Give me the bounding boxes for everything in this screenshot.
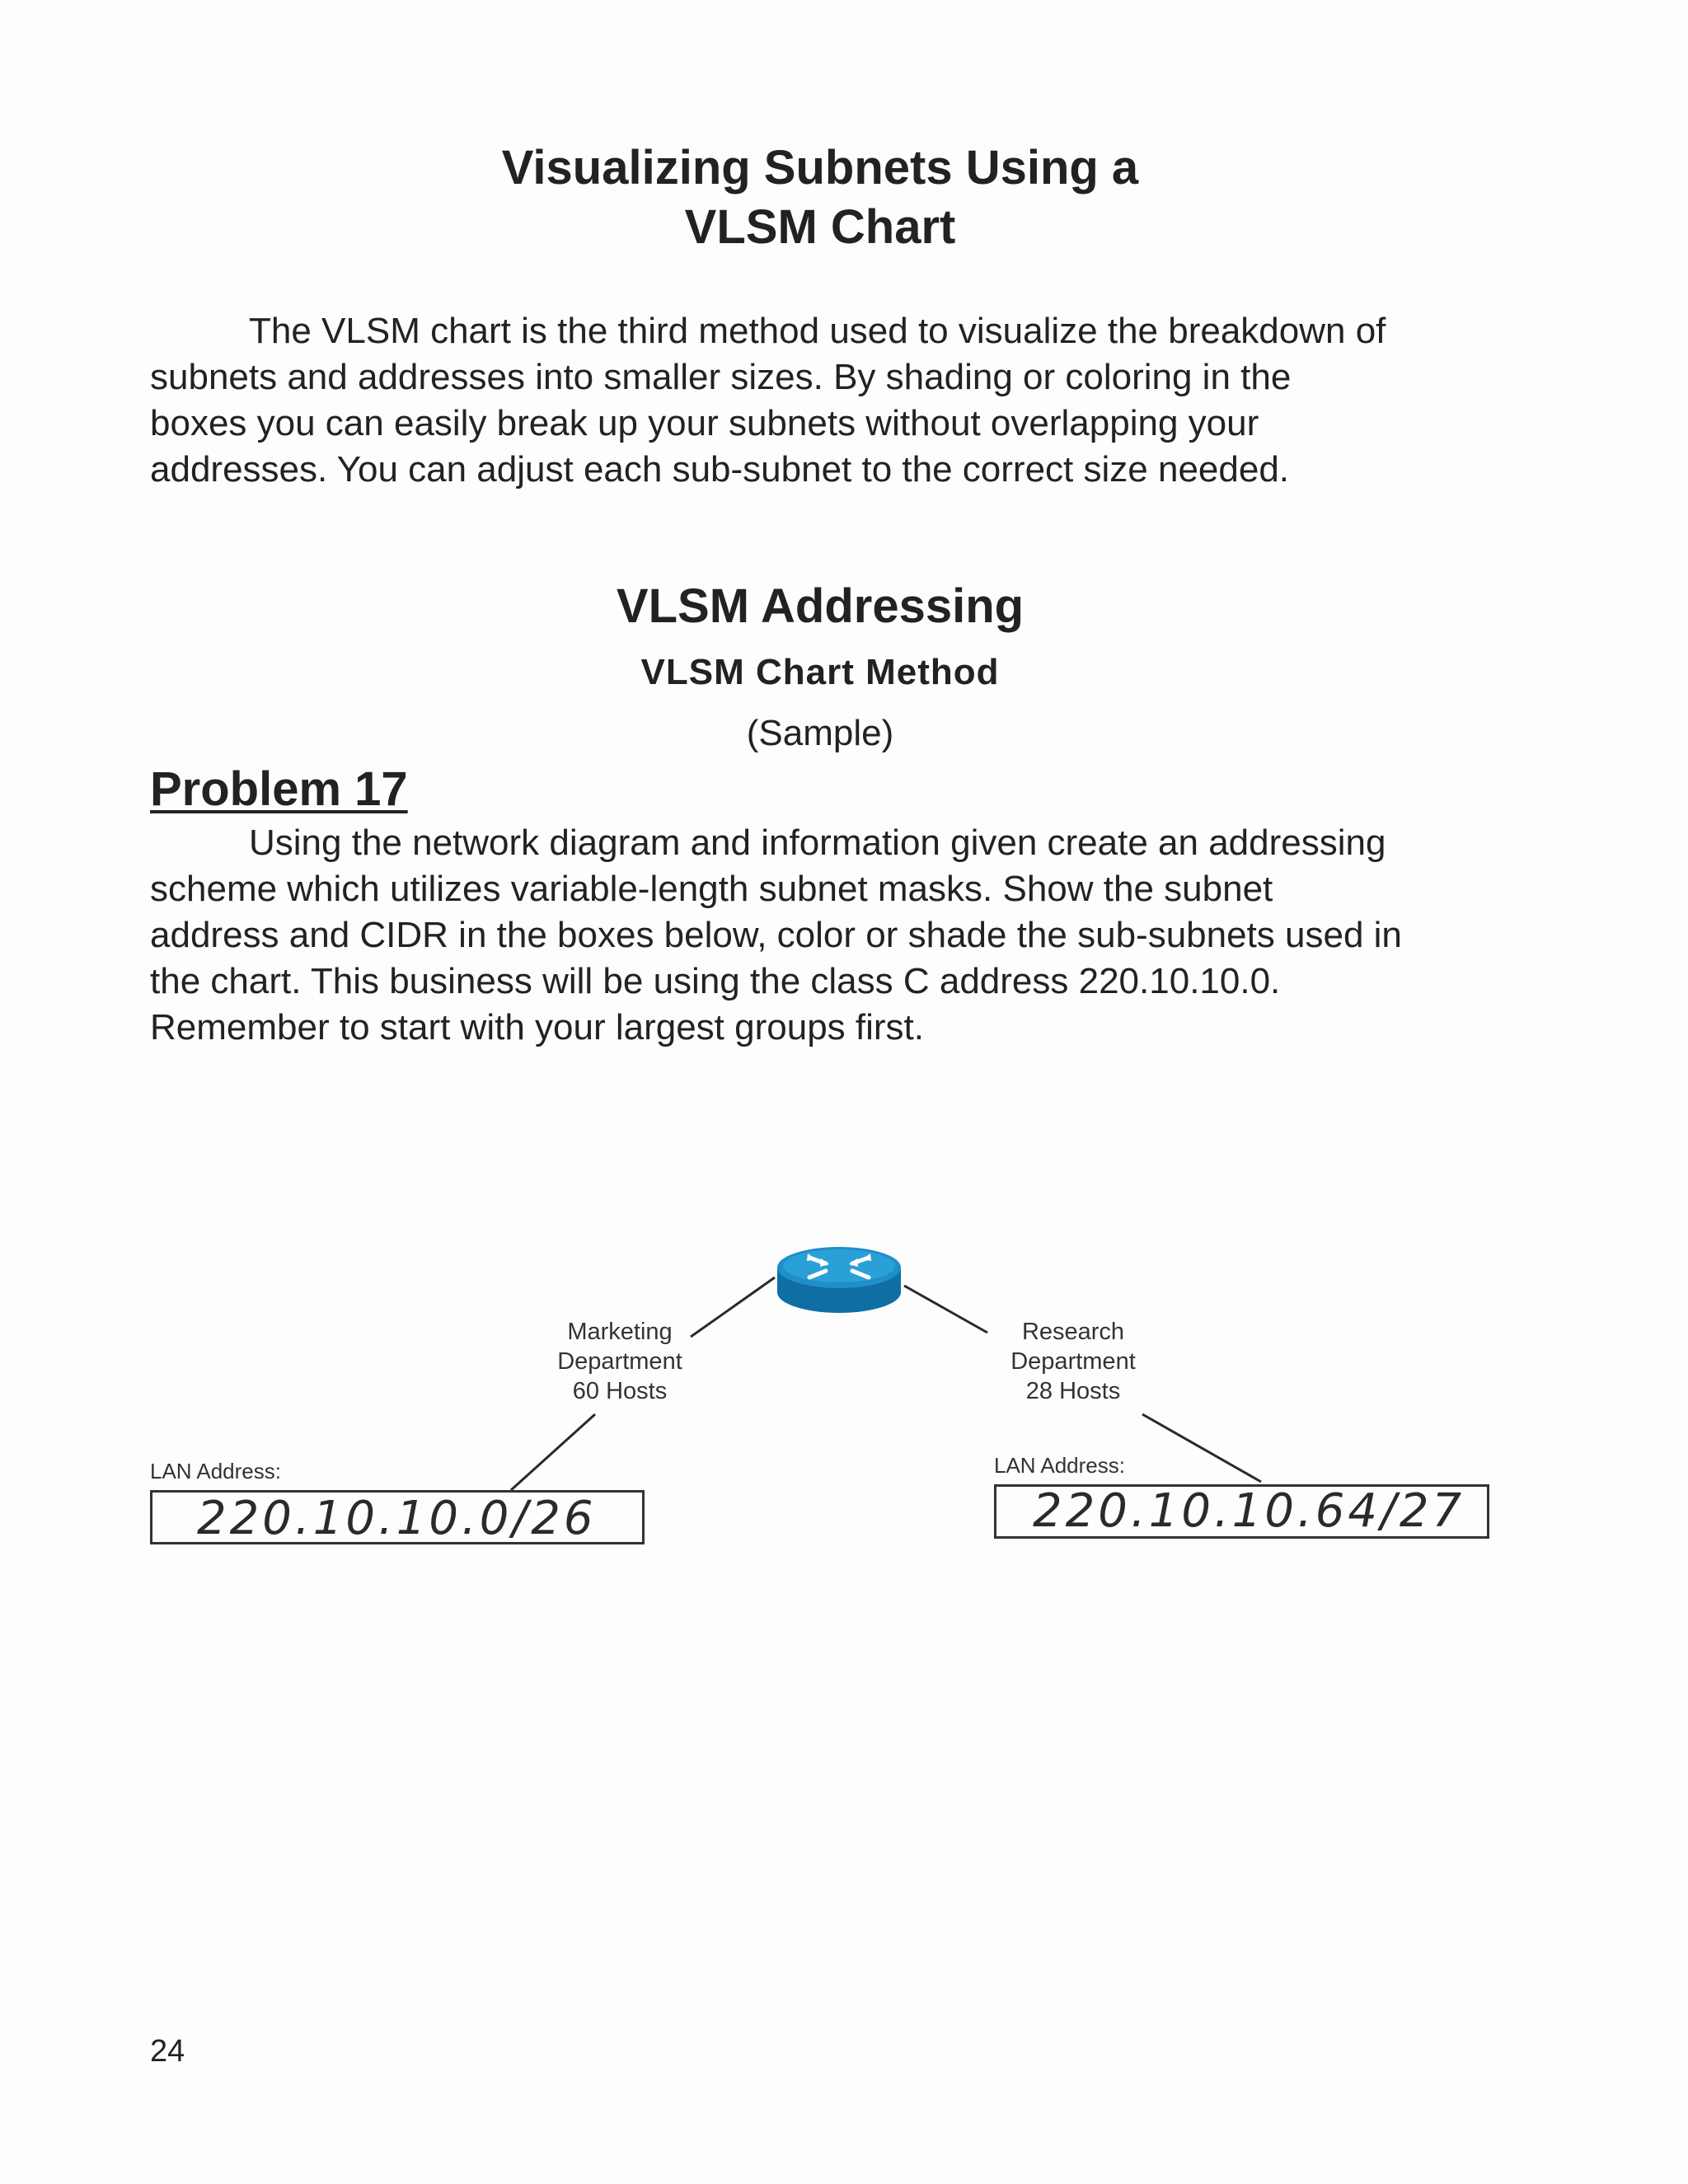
problem-line: Remember to start with your largest groups first. [150,1007,924,1047]
marketing-lan-box[interactable] [150,1490,645,1544]
marketing-to-lan-line [511,1414,595,1490]
marketing-lan-value: 220.10.10.0/26 [197,1492,597,1545]
problem-line: the chart. This business will be using the class C address 220.10.10.0. [150,961,1281,1001]
research-lan-box[interactable] [994,1484,1489,1539]
section-title: VLSM Addressing [616,579,1025,633]
marketing-department-label [496,1317,743,1406]
research-line: Department [1010,1348,1136,1375]
intro-line: addresses. You can adjust each sub-subnet to the correct size needed. [150,449,1290,490]
marketing-line: Marketing [567,1319,673,1345]
page-title-line-2: VLSM Chart [684,200,956,254]
section-note: (Sample) [746,713,894,753]
marketing-hosts: 60 Hosts [572,1378,668,1404]
marketing-lan-label: LAN Address: [150,1459,281,1483]
research-lan-value: 220.10.10.64/27 [1033,1484,1465,1538]
problem-line: address and CIDR in the boxes below, color or shade the sub-subnets used in [150,915,1402,955]
problem-line: Using the network diagram and information given create an addressing [249,823,1386,863]
page-number: 24 [150,2034,185,2069]
intro-line: The VLSM chart is the third method used to visualize the breakdown of [249,311,1386,351]
marketing-line: Department [557,1348,682,1375]
research-line: Research [1021,1319,1125,1345]
research-lan-label: LAN Address: [994,1453,1125,1478]
intro-line: boxes you can easily break up your subnets without overlapping your [150,403,1259,443]
research-hosts: 28 Hosts [1025,1378,1121,1404]
section-subtitle: VLSM Chart Method [640,652,1000,692]
problem-line: scheme which utilizes variable-length subnet masks. Show the subnet [150,869,1273,909]
problem-heading: Problem 17 [150,762,408,816]
research-department-label [950,1317,1197,1406]
intro-line: subnets and addresses into smaller sizes. By shading or coloring in the [150,357,1292,397]
research-to-lan-line [1142,1414,1261,1482]
page-title-line-1: Visualizing Subnets Using a [501,141,1139,194]
router-icon [777,1247,901,1313]
